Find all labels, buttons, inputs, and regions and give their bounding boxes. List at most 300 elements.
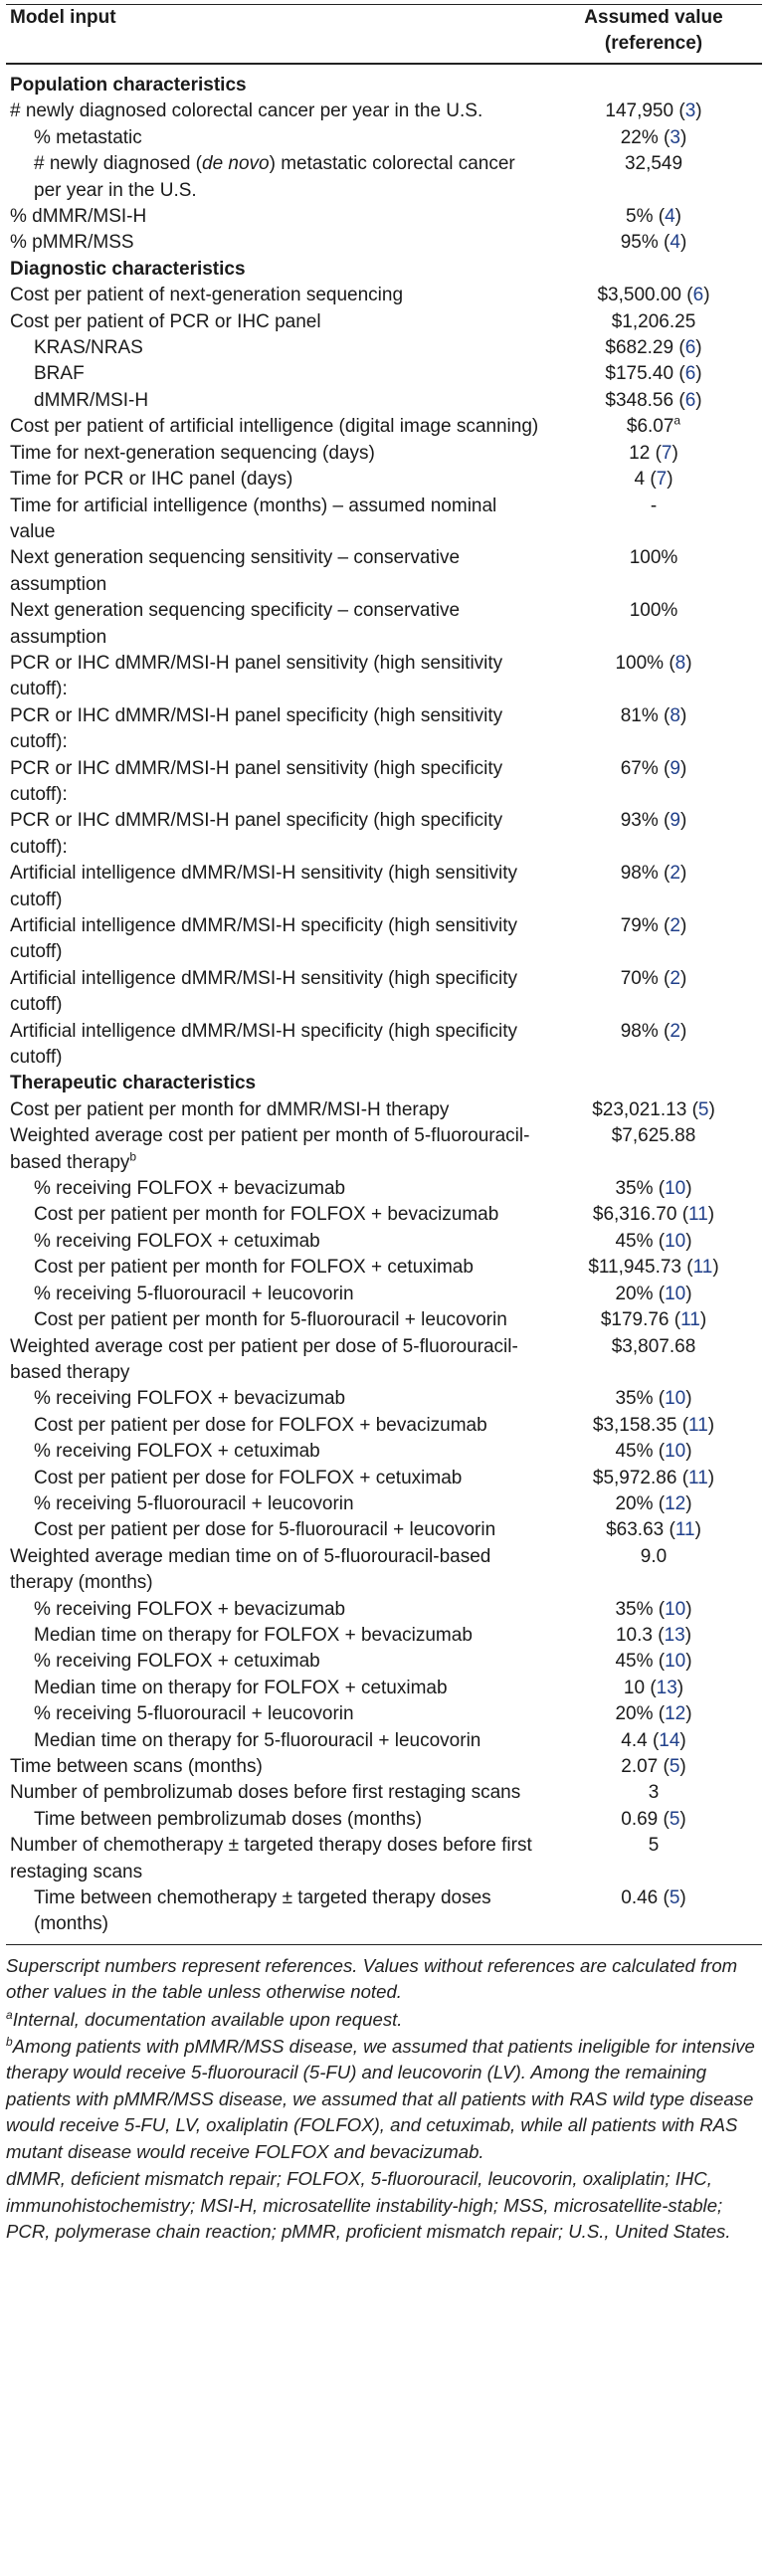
row-value-text: 35% (615, 1178, 654, 1200)
reference-link[interactable]: 5 (669, 1756, 680, 1777)
row-value (545, 1229, 762, 1255)
row-value (545, 545, 762, 598)
reference-citation: (6) (678, 337, 702, 359)
table-row (6, 1517, 762, 1543)
footnote-a-text: Internal, documentation available upon request. (12, 2008, 403, 2030)
row-label-text: % receiving FOLFOX + bevacizumab (34, 1598, 346, 1620)
row-value-text: $5,972.86 (592, 1467, 677, 1488)
reference-link[interactable]: 11 (688, 1414, 708, 1436)
header-assumed-value-line2: (reference) (604, 33, 703, 54)
table-row (6, 1229, 762, 1255)
row-value-text: $3,807.68 (611, 1335, 696, 1357)
row-label-text: Weighted average median time on of 5-fluorouracil-based therapy (months) (10, 1545, 491, 1594)
row-value-text: 95% (620, 232, 659, 254)
row-label (6, 703, 545, 756)
table-row (6, 1123, 762, 1176)
row-label (6, 335, 545, 361)
reference-citation: (10) (658, 1441, 692, 1463)
row-label (6, 1123, 545, 1176)
row-label-text: Cost per patient per dose for FOLFOX + cetuximab (34, 1467, 463, 1488)
row-value-text: - (650, 495, 658, 516)
row-value (545, 388, 762, 414)
reference-citation: (3) (664, 126, 687, 148)
row-label (6, 1282, 545, 1307)
table-row (6, 1885, 762, 1944)
reference-link[interactable]: 8 (674, 652, 686, 674)
reference-link[interactable]: 8 (670, 704, 680, 726)
row-label (6, 125, 545, 151)
row-value-text: 5 (648, 1835, 660, 1857)
row-label (6, 1255, 545, 1281)
table-row (6, 913, 762, 966)
row-label-text: % metastatic (34, 126, 142, 148)
reference-link[interactable]: 9 (670, 810, 680, 832)
row-label (6, 966, 545, 1019)
row-label-text: Time between chemotherapy ± targeted therapy doses (months) (34, 1887, 491, 1935)
reference-link[interactable]: 12 (665, 1492, 686, 1514)
row-value (545, 703, 762, 756)
row-value-text: $3,500.00 (597, 285, 681, 306)
reference-link[interactable]: 11 (680, 1309, 700, 1331)
row-value (545, 966, 762, 1019)
table-row (6, 1334, 762, 1387)
table-row (6, 1623, 762, 1649)
row-value-text: 81% (620, 704, 659, 726)
table-row (6, 808, 762, 861)
reference-citation: (10) (658, 1230, 692, 1252)
row-label-text: BRAF (34, 363, 85, 385)
row-label (6, 545, 545, 598)
row-value-text: 22% (620, 126, 659, 148)
reference-link[interactable]: 6 (684, 363, 696, 385)
row-label (6, 756, 545, 809)
reference-citation: (6) (678, 363, 702, 385)
row-value-text: 79% (620, 915, 659, 936)
row-label-text: dMMR/MSI-H (34, 389, 149, 411)
reference-citation: (9) (664, 757, 687, 779)
reference-link[interactable]: 7 (656, 469, 668, 491)
row-label (6, 1597, 545, 1623)
reference-link[interactable]: 4 (665, 206, 675, 228)
row-label-text: PCR or IHC dMMR/MSI-H panel sensitivity (high specificity cutoff): (10, 757, 503, 805)
row-label-pre: # newly diagnosed ( (34, 153, 202, 175)
row-label-text: Time between scans (months) (10, 1756, 263, 1777)
row-value (545, 651, 762, 703)
row-label (6, 1413, 545, 1439)
table-header-row (6, 5, 762, 65)
row-value (545, 467, 762, 493)
row-value-text: 35% (615, 1598, 654, 1620)
reference-link[interactable]: 13 (664, 1624, 685, 1646)
row-label-text: Number of chemotherapy ± targeted therapy doses before first restaging scans (10, 1835, 532, 1882)
row-label (6, 361, 545, 387)
row-label (6, 1466, 545, 1491)
row-label-text: Artificial intelligence dMMR/MSI-H sensitivity (high sensitivity cutoff) (10, 863, 517, 910)
reference-link[interactable]: 10 (665, 1178, 686, 1200)
reference-link[interactable]: 11 (688, 1467, 708, 1488)
reference-citation: (10) (658, 1651, 692, 1673)
section-title: Population characteristics (10, 75, 247, 96)
row-value (545, 1780, 762, 1806)
row-value (545, 1439, 762, 1465)
row-value-text: 100% (615, 652, 665, 674)
reference-link[interactable]: 6 (684, 389, 696, 411)
reference-link[interactable]: 7 (661, 442, 672, 464)
row-label (6, 861, 545, 913)
row-label-text: % pMMR/MSS (10, 232, 134, 254)
reference-link[interactable]: 5 (697, 1098, 709, 1120)
table-row (6, 1176, 762, 1202)
row-label-text: Artificial intelligence dMMR/MSI-H specificity (high sensitivity cutoff) (10, 915, 517, 963)
row-label-text: Time for artificial intelligence (months) – assumed nominal value (10, 495, 497, 542)
row-value-text: 0.69 (621, 1808, 659, 1830)
table-row (6, 204, 762, 230)
row-value-text: $23,021.13 (592, 1098, 687, 1120)
row-value (545, 1833, 762, 1885)
row-value (545, 1676, 762, 1701)
row-value (545, 1097, 762, 1123)
row-value (545, 1466, 762, 1491)
row-label-text: % receiving FOLFOX + bevacizumab (34, 1388, 346, 1410)
table-row (6, 703, 762, 756)
row-label (6, 598, 545, 651)
table-row (6, 1466, 762, 1491)
row-label (6, 651, 545, 703)
row-label-italic: de novo (202, 153, 270, 175)
row-label-text: Cost per patient per dose for FOLFOX + bevacizumab (34, 1414, 487, 1436)
row-label-text: KRAS/NRAS (34, 337, 143, 359)
row-label (6, 441, 545, 467)
table-row (6, 494, 762, 546)
row-value-text: 67% (620, 757, 659, 779)
row-label-text: % dMMR/MSI-H (10, 206, 147, 228)
row-value (545, 125, 762, 151)
reference-citation: (12) (658, 1703, 692, 1725)
row-label (6, 230, 545, 256)
row-value-text: 100% (629, 600, 678, 622)
reference-link[interactable]: 2 (670, 915, 680, 936)
row-value (545, 1649, 762, 1675)
row-label (6, 1728, 545, 1754)
header-assumed-value-line1: Assumed value (584, 7, 723, 28)
reference-link[interactable]: 11 (674, 1519, 695, 1541)
reference-link[interactable]: 13 (656, 1677, 677, 1698)
row-value (545, 1019, 762, 1072)
footnote-b-text: Among patients with pMMR/MSS disease, we assumed that patients ineligible for intensive therapy would receive 5-fluorouracil (5-FU) and leucovorin (LV). Among the remaining patients with pMMR/MSS disease, we assumed that all patients with RAS wild type disease would receive 5-FU, LV, oxaliplatin (FOLFOX), and cetuximab, while all patients with RAS mutant disease would receive FOLFOX and bevacizumab. (6, 2036, 755, 2162)
row-label (6, 1176, 545, 1202)
row-value-text: 93% (620, 810, 659, 832)
table-row (6, 1307, 762, 1333)
row-value (545, 1597, 762, 1623)
row-label (6, 1544, 545, 1597)
row-label (6, 808, 545, 861)
row-value (545, 441, 762, 467)
row-label-text: % receiving 5-fluorouracil + leucovorin (34, 1283, 354, 1304)
section-header-row (6, 1071, 762, 1096)
row-value (545, 1176, 762, 1202)
row-value (545, 361, 762, 387)
row-label (6, 1807, 545, 1833)
table-row (6, 230, 762, 256)
row-value-text: $3,158.35 (592, 1414, 677, 1436)
table-row (6, 99, 762, 124)
row-value-text: 12 (629, 442, 651, 464)
row-label (6, 151, 545, 204)
row-value (545, 861, 762, 913)
reference-link[interactable]: 11 (688, 1204, 708, 1226)
row-value (545, 1517, 762, 1543)
row-label-post: ) metastatic colorectal cancer per year in the U.S. (34, 153, 515, 201)
row-value (545, 756, 762, 809)
row-label (6, 913, 545, 966)
row-value-text: $179.76 (600, 1309, 670, 1331)
row-value-text: 32,549 (624, 153, 683, 175)
row-label-text: Artificial intelligence dMMR/MSI-H sensitivity (high specificity cutoff) (10, 967, 517, 1016)
row-value (545, 1123, 762, 1176)
row-label (6, 1491, 545, 1517)
row-label (6, 1307, 545, 1333)
table-row (6, 1676, 762, 1701)
footnote-b (6, 2034, 762, 2165)
row-value-text: 4 (634, 469, 646, 491)
table-row (6, 651, 762, 703)
row-value-text: $11,945.73 (588, 1257, 681, 1279)
row-value-text: 100% (629, 547, 678, 569)
row-label-text: % receiving 5-fluorouracil + leucovorin (34, 1492, 354, 1514)
row-label-text: Cost per patient per month for FOLFOX + bevacizumab (34, 1204, 499, 1226)
row-label-text: Weighted average cost per patient per month of 5-fluorouracil-based therapy (10, 1125, 530, 1173)
row-label (6, 1517, 545, 1543)
row-label-text: % receiving 5-fluorouracil + leucovorin (34, 1703, 354, 1725)
table-row (6, 1491, 762, 1517)
row-value-text: $175.40 (605, 363, 674, 385)
row-label (6, 1780, 545, 1806)
reference-link[interactable]: 14 (659, 1729, 680, 1751)
row-label-text: Median time on therapy for 5-fluorouracil + leucovorin (34, 1729, 481, 1751)
footnote-a-mark: a (6, 2007, 13, 2022)
row-value (545, 913, 762, 966)
table-row (6, 1097, 762, 1123)
table-row (6, 335, 762, 361)
row-value-text: 45% (615, 1441, 654, 1463)
row-label (6, 309, 545, 335)
row-value-text: 10.3 (615, 1624, 653, 1646)
row-value (545, 414, 762, 440)
row-label (6, 1334, 545, 1387)
row-label (6, 283, 545, 308)
reference-citation: (5) (691, 1098, 715, 1120)
row-value-text: $63.63 (606, 1519, 665, 1541)
reference-link[interactable]: 10 (665, 1441, 686, 1463)
header-assumed-value (545, 5, 762, 65)
row-value-text: $6,316.70 (592, 1204, 677, 1226)
row-label (6, 1754, 545, 1780)
row-label-text: # newly diagnosed colorectal cancer per year in the U.S. (10, 100, 483, 122)
reference-link[interactable]: 10 (665, 1388, 686, 1410)
row-label-text: PCR or IHC dMMR/MSI-H panel specificity (high sensitivity cutoff): (10, 704, 503, 753)
reference-citation: (4) (664, 232, 687, 254)
table-row (6, 1255, 762, 1281)
row-value (545, 808, 762, 861)
header-model-input: Model input (6, 5, 545, 65)
reference-link[interactable]: 3 (670, 126, 680, 148)
row-label-text: Cost per patient of PCR or IHC panel (10, 310, 321, 332)
reference-link[interactable]: 10 (665, 1283, 686, 1304)
row-value-text: 20% (615, 1703, 654, 1725)
row-value (545, 151, 762, 204)
row-label-text: Median time on therapy for FOLFOX + bevacizumab (34, 1624, 473, 1646)
table-row (6, 1597, 762, 1623)
row-value-text: 45% (615, 1230, 654, 1252)
row-label (6, 204, 545, 230)
table-row (6, 1701, 762, 1727)
row-value (545, 1728, 762, 1754)
table-row (6, 125, 762, 151)
section-title: Diagnostic characteristics (10, 258, 246, 280)
table-row (6, 1833, 762, 1885)
reference-citation: (5) (663, 1756, 686, 1777)
reference-link[interactable]: 11 (692, 1257, 713, 1279)
reference-link[interactable]: 5 (669, 1887, 680, 1909)
row-value (545, 1307, 762, 1333)
table-row (6, 309, 762, 335)
reference-link[interactable]: 2 (670, 1020, 680, 1042)
table-row (6, 1019, 762, 1072)
table-row (6, 388, 762, 414)
reference-citation: (12) (658, 1492, 692, 1514)
table-row (6, 1386, 762, 1412)
reference-link[interactable]: 5 (669, 1808, 680, 1830)
row-label-text: % receiving FOLFOX + cetuximab (34, 1651, 320, 1673)
table-row (6, 1282, 762, 1307)
reference-link[interactable]: 2 (670, 967, 680, 989)
reference-citation: (2) (664, 967, 687, 989)
section-header-row (6, 64, 762, 99)
row-value (545, 335, 762, 361)
reference-citation: (11) (681, 1414, 715, 1436)
row-label (6, 1623, 545, 1649)
reference-link[interactable]: 12 (665, 1703, 686, 1725)
reference-citation: (7) (650, 469, 673, 491)
row-label (6, 1202, 545, 1228)
row-value-text: 147,950 (605, 100, 674, 122)
table-row (6, 1544, 762, 1597)
reference-link[interactable]: 3 (684, 100, 696, 122)
row-label-text: Number of pembrolizumab doses before first restaging scans (10, 1782, 521, 1804)
table-row (6, 151, 762, 204)
reference-citation: (11) (669, 1519, 701, 1541)
row-value (545, 204, 762, 230)
row-value (545, 230, 762, 256)
reference-citation: (2) (664, 863, 687, 885)
row-label-text: Cost per patient per month for dMMR/MSI-H therapy (10, 1098, 450, 1120)
row-value (545, 1701, 762, 1727)
reference-citation: (11) (686, 1257, 719, 1279)
table-row (6, 361, 762, 387)
row-label-text: PCR or IHC dMMR/MSI-H panel specificity (high specificity cutoff): (10, 810, 503, 858)
row-value (545, 99, 762, 124)
row-value (545, 1202, 762, 1228)
row-label-text: Time between pembrolizumab doses (months) (34, 1808, 423, 1830)
table-row (6, 1754, 762, 1780)
reference-citation: (3) (678, 100, 702, 122)
table-row (6, 1780, 762, 1806)
table-row (6, 1439, 762, 1465)
row-label (6, 1676, 545, 1701)
reference-citation: (8) (664, 704, 687, 726)
reference-citation: (6) (678, 389, 702, 411)
row-label (6, 467, 545, 493)
row-value (545, 1413, 762, 1439)
row-label (6, 1885, 545, 1944)
row-value-text: 0.46 (621, 1887, 659, 1909)
row-label-text: Weighted average cost per patient per dose of 5-fluorouracil-based therapy (10, 1335, 518, 1383)
reference-citation: (8) (669, 652, 692, 674)
row-label-text: Cost per patient per dose for 5-fluorouracil + leucovorin (34, 1519, 496, 1541)
row-label-text: Time for next-generation sequencing (days) (10, 442, 375, 464)
row-value (545, 309, 762, 335)
reference-link[interactable]: 10 (665, 1598, 686, 1620)
reference-citation: (9) (664, 810, 687, 832)
row-label-text: Artificial intelligence dMMR/MSI-H specificity (high specificity cutoff) (10, 1020, 517, 1069)
row-value (545, 283, 762, 308)
model-input-table (6, 4, 762, 1945)
row-value-text: 3 (648, 1782, 660, 1804)
row-label (6, 1019, 545, 1072)
reference-link[interactable]: 6 (684, 337, 696, 359)
row-label-footnote-mark: b (129, 1149, 137, 1164)
table-row (6, 545, 762, 598)
row-label-text: PCR or IHC dMMR/MSI-H panel sensitivity (high sensitivity cutoff): (10, 652, 503, 700)
table-row (6, 283, 762, 308)
reference-citation: (11) (673, 1309, 707, 1331)
row-label-text: Cost per patient of artificial intelligence (digital image scanning) (10, 416, 539, 438)
reference-link[interactable]: 2 (670, 863, 680, 885)
row-label (6, 99, 545, 124)
table-row (6, 414, 762, 440)
row-value-text: 4.4 (621, 1729, 648, 1751)
row-label-text: Cost per patient per month for 5-fluorouracil + leucovorin (34, 1309, 507, 1331)
row-value (545, 1491, 762, 1517)
row-value-text: 20% (615, 1492, 654, 1514)
reference-link[interactable]: 10 (665, 1651, 686, 1673)
reference-link[interactable]: 6 (692, 285, 704, 306)
table-row (6, 966, 762, 1019)
row-value-text: 10 (623, 1677, 646, 1698)
row-label (6, 1386, 545, 1412)
reference-citation: (2) (664, 1020, 687, 1042)
row-value-text: $6.07 (626, 416, 674, 438)
row-label (6, 1097, 545, 1123)
row-value (545, 494, 762, 546)
row-label-text: Next generation sequencing specificity – conservative assumption (10, 600, 461, 648)
row-value-text: 98% (620, 863, 659, 885)
reference-citation: (5) (663, 1887, 686, 1909)
reference-citation: (10) (658, 1388, 692, 1410)
row-value (545, 1623, 762, 1649)
row-label (6, 1649, 545, 1675)
table-row (6, 756, 762, 809)
row-value-text: 5% (626, 206, 654, 228)
row-label (6, 1833, 545, 1885)
section-header-row (6, 257, 762, 283)
reference-link[interactable]: 4 (670, 232, 680, 254)
reference-citation: (7) (655, 442, 678, 464)
row-value-text: 20% (615, 1283, 654, 1304)
reference-link[interactable]: 10 (665, 1230, 686, 1252)
footnote-a (6, 2007, 762, 2033)
reference-link[interactable]: 9 (670, 757, 680, 779)
